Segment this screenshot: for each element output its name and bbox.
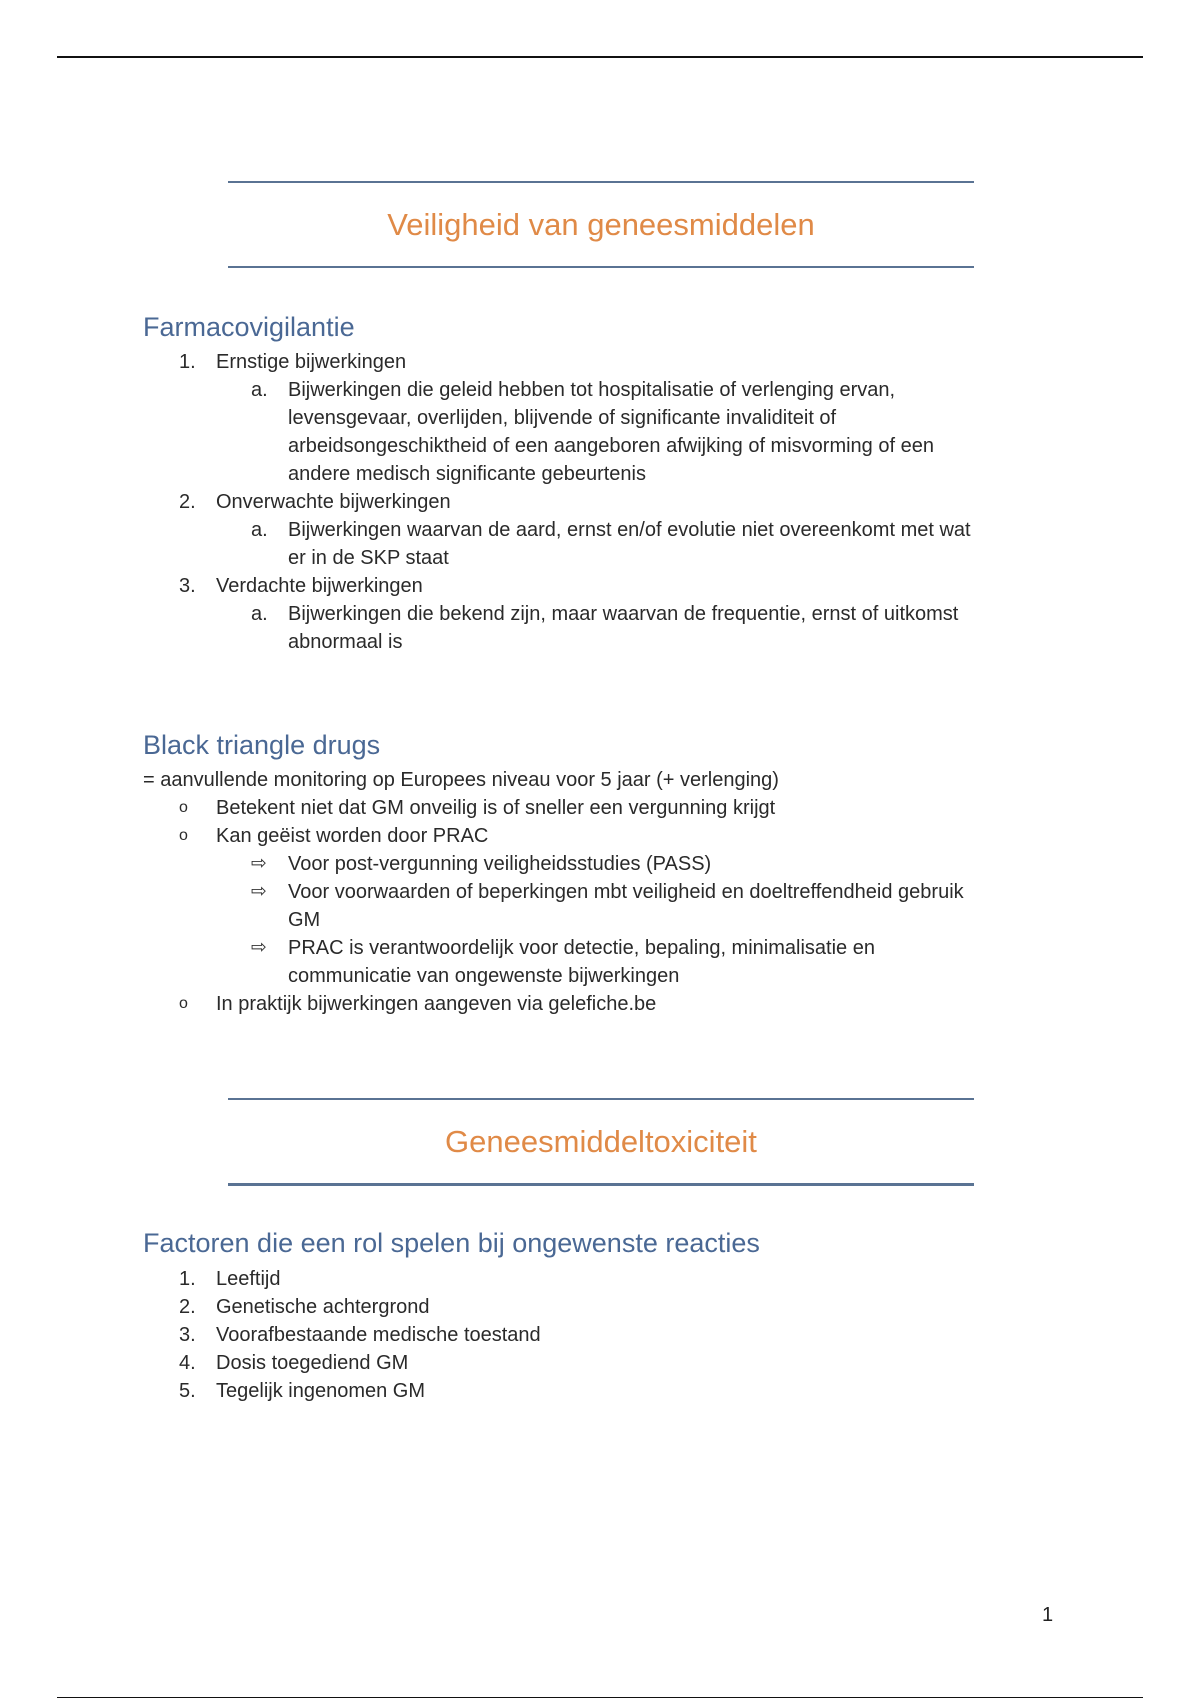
list-item <box>143 822 1063 850</box>
list-item-text: Betekent niet dat GM onveilig is of sneller een vergunning krijgt <box>216 797 776 819</box>
heading-farmacovigilantie: Farmacovigilantie <box>143 312 355 342</box>
list-black-triangle <box>143 766 1063 1018</box>
arrow-bullet-icon: ⇨ <box>251 881 267 902</box>
list-item-text: levensgevaar, overlijden, blijvende of significante invaliditeit of <box>288 407 837 429</box>
page-number: 1 <box>1042 1604 1054 1626</box>
list-item <box>143 516 1063 544</box>
heading-factoren: Factoren die een rol spelen bij ongewenste reacties <box>143 1228 760 1258</box>
list-item-text: PRAC is verantwoordelijk voor detectie, bepaling, minimalisatie en <box>288 937 875 959</box>
list-item <box>143 572 1063 600</box>
list-item-text: Ernstige bijwerkingen <box>216 351 407 373</box>
list-item-continuation <box>143 906 1063 934</box>
title-bottom-rule <box>228 1183 974 1186</box>
list-item-text: Tegelijk ingenomen GM <box>216 1380 425 1402</box>
list-item-text: Voorafbestaande medische toestand <box>216 1324 541 1346</box>
list-marker: 1. <box>179 1268 196 1290</box>
section-title: Geneesmiddeltoxiciteit <box>445 1124 757 1159</box>
list-item <box>143 1377 1063 1405</box>
list-item-text: Leeftijd <box>216 1268 281 1290</box>
heading-black-triangle-drugs: Black triangle drugs <box>143 730 381 760</box>
list-item-continuation <box>143 628 1063 656</box>
arrow-bullet-icon: ⇨ <box>251 853 267 874</box>
list-item-text: Onverwachte bijwerkingen <box>216 491 451 513</box>
list-farmacovigilantie <box>143 348 1063 656</box>
list-item-continuation <box>143 544 1063 572</box>
list-item-text: Dosis toegediend GM <box>216 1352 409 1374</box>
list-marker: 3. <box>179 575 196 597</box>
list-marker: a. <box>251 379 268 401</box>
list-item-text: In praktijk bijwerkingen aangeven via gelefiche.be <box>216 993 657 1015</box>
list-item <box>143 1321 1063 1349</box>
list-marker: a. <box>251 519 268 541</box>
list-item <box>143 1265 1063 1293</box>
list-item-text: arbeidsongeschiktheid of een aangeboren afwijking of misvorming of een <box>288 435 934 457</box>
page-top-rule <box>57 56 1143 58</box>
list-item <box>143 990 1063 1018</box>
list-marker: 2. <box>179 1296 196 1318</box>
list-item-text: Voor post-vergunning veiligheidsstudies (PASS) <box>288 853 712 875</box>
list-item <box>143 1349 1063 1377</box>
list-marker: 2. <box>179 491 196 513</box>
list-marker: 4. <box>179 1352 196 1374</box>
definition-text: = aanvullende monitoring op Europees niveau voor 5 jaar (+ verlenging) <box>143 769 779 791</box>
list-item-text: Bijwerkingen die bekend zijn, maar waarvan de frequentie, ernst of uitkomst <box>288 603 959 625</box>
list-marker: 1. <box>179 351 196 373</box>
list-marker: 5. <box>179 1380 196 1402</box>
list-item-text: er in de SKP staat <box>288 547 449 569</box>
list-factoren <box>143 1265 1063 1405</box>
definition-line <box>143 766 1063 794</box>
list-item-text: Verdachte bijwerkingen <box>216 575 423 597</box>
list-item-text: GM <box>288 909 321 931</box>
list-item <box>143 878 1063 906</box>
list-item-continuation <box>143 432 1063 460</box>
circle-bullet-icon: o <box>179 799 188 816</box>
list-item <box>143 348 1063 376</box>
page-bottom-rule <box>57 1697 1143 1698</box>
list-item-continuation <box>143 460 1063 488</box>
list-item-text: abnormaal is <box>288 631 403 653</box>
list-marker: 3. <box>179 1324 196 1346</box>
document-title: Veiligheid van geneesmiddelen <box>387 207 815 242</box>
list-item <box>143 488 1063 516</box>
title-top-rule <box>228 1098 974 1100</box>
title-block-2 <box>228 1098 974 1186</box>
title-top-rule <box>228 181 974 183</box>
list-item-text: Bijwerkingen waarvan de aard, ernst en/of evolutie niet overeenkomt met wat <box>288 519 971 541</box>
list-item <box>143 1293 1063 1321</box>
title-block-1 <box>228 181 974 268</box>
list-item <box>143 794 1063 822</box>
list-item-text: Kan geëist worden door PRAC <box>216 825 489 847</box>
list-item-continuation <box>143 404 1063 432</box>
list-item <box>143 376 1063 404</box>
list-item <box>143 850 1063 878</box>
list-item-continuation <box>143 962 1063 990</box>
arrow-bullet-icon: ⇨ <box>251 937 267 958</box>
list-item-text: Voor voorwaarden of beperkingen mbt veiligheid en doeltreffendheid gebruik <box>288 881 964 903</box>
list-item <box>143 934 1063 962</box>
title-bottom-rule <box>228 266 974 268</box>
list-item-text: Genetische achtergrond <box>216 1296 430 1318</box>
circle-bullet-icon: o <box>179 995 188 1012</box>
list-item-text: communicatie van ongewenste bijwerkingen <box>288 965 680 987</box>
list-marker: a. <box>251 603 268 625</box>
list-item <box>143 600 1063 628</box>
circle-bullet-icon: o <box>179 827 188 844</box>
list-item-text: Bijwerkingen die geleid hebben tot hospitalisatie of verlenging ervan, <box>288 379 896 401</box>
list-item-text: andere medisch significante gebeurtenis <box>288 463 646 485</box>
